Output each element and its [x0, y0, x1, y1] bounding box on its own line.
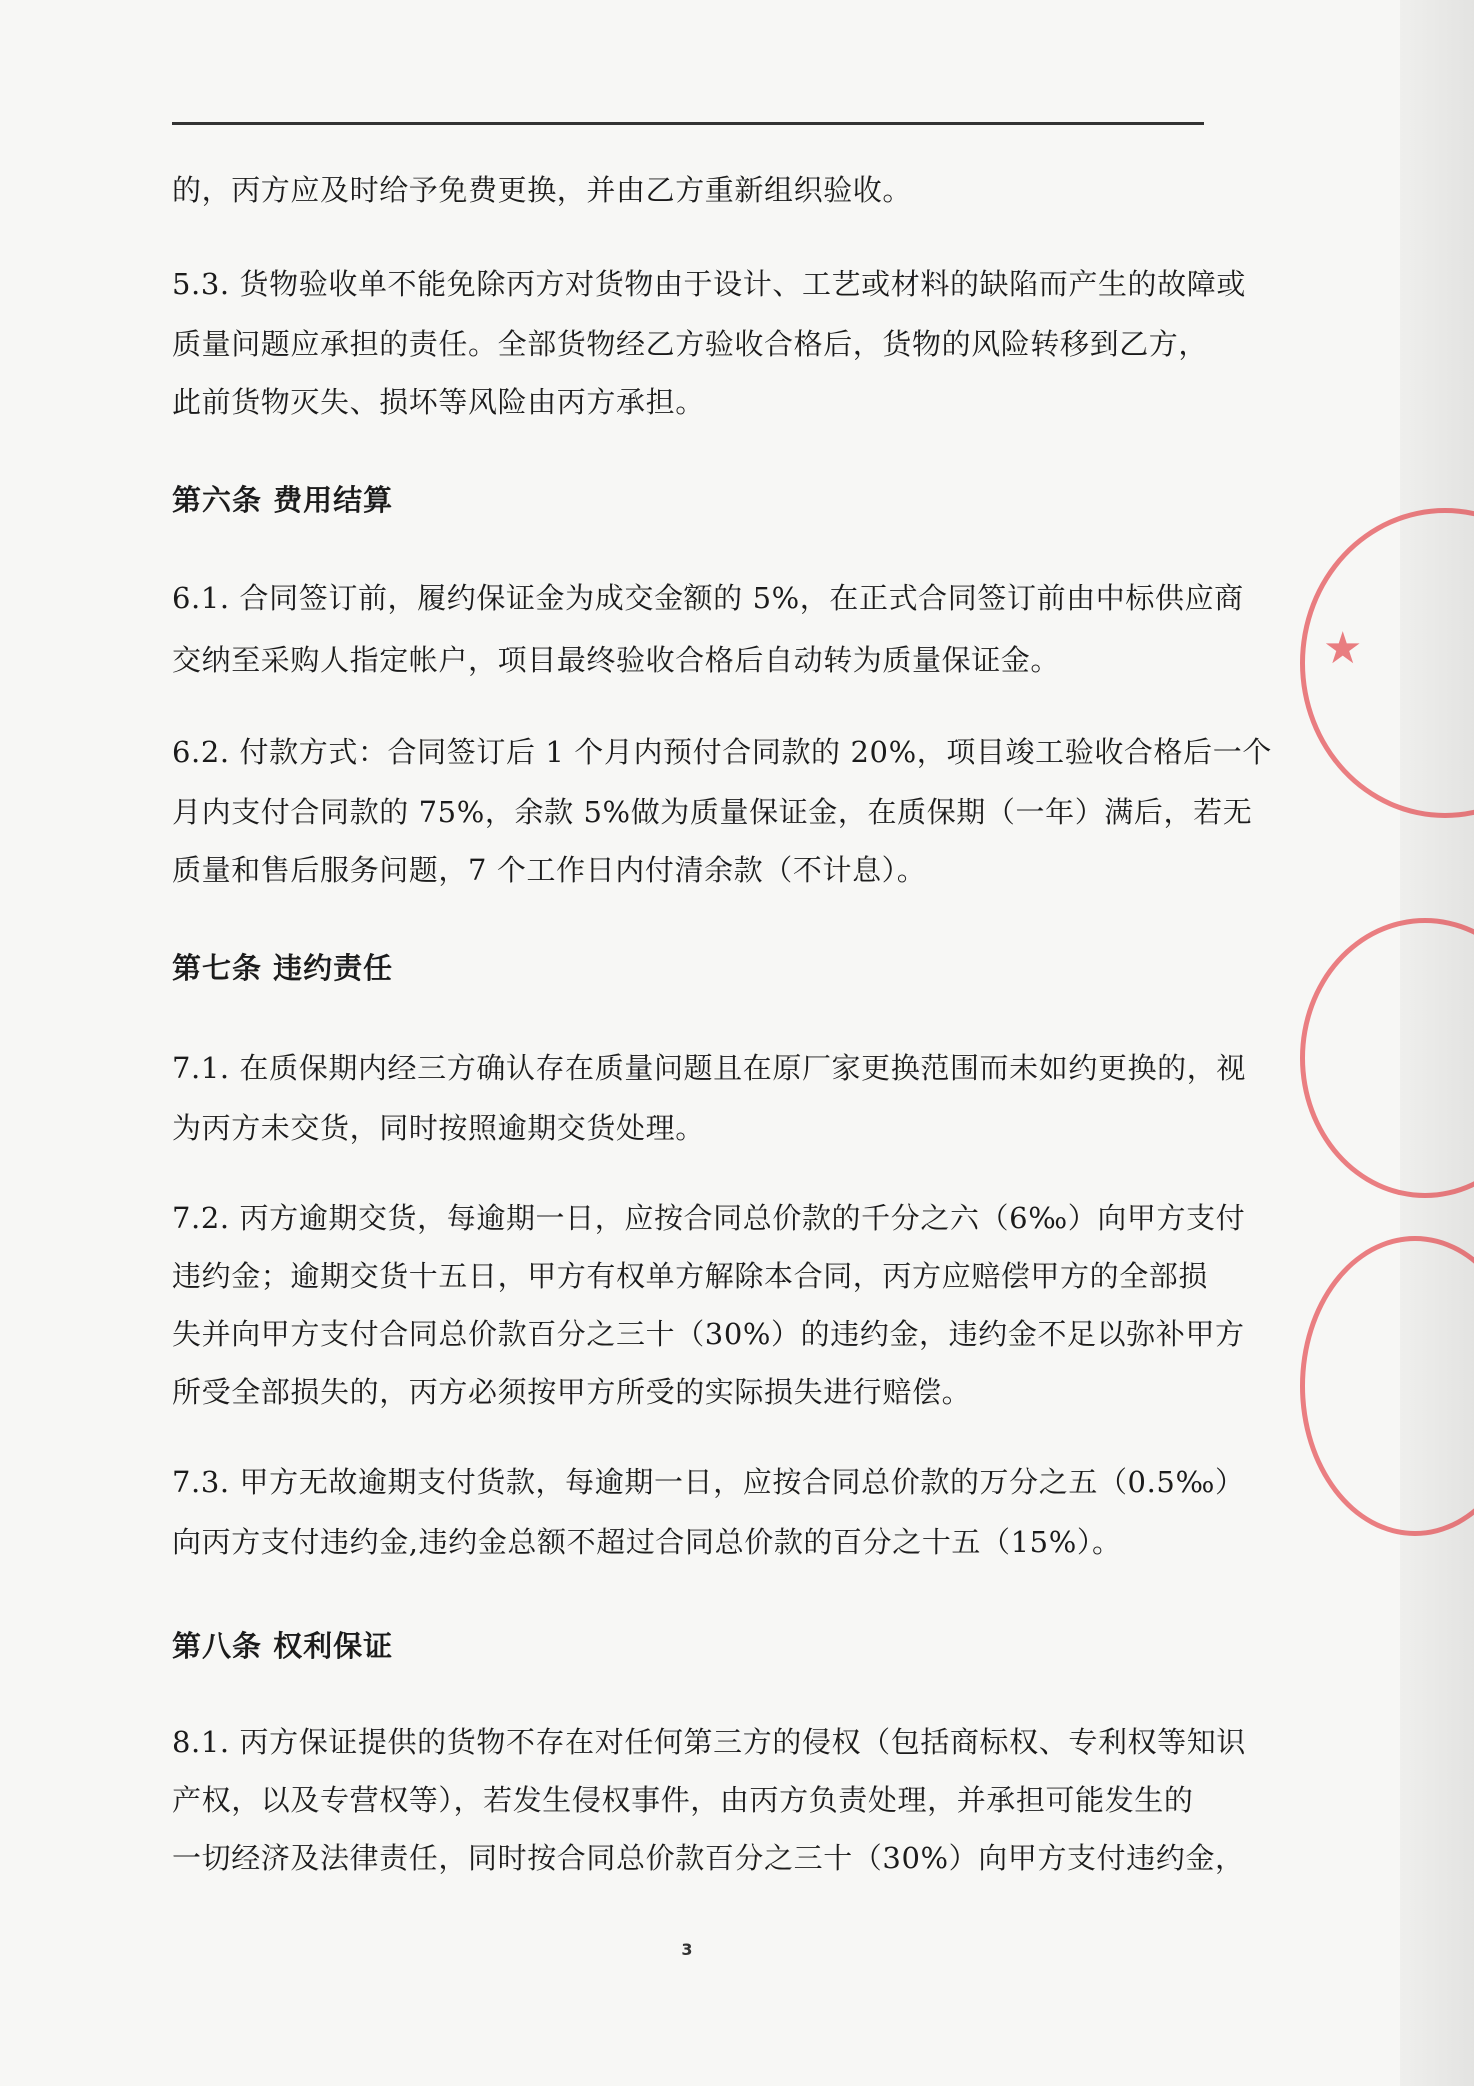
red-seal-stamp-1: [1300, 508, 1474, 818]
clause-5-3-line-3: 此前货物灭失、损坏等风险由丙方承担。: [172, 385, 705, 419]
header-rule: [172, 122, 1204, 125]
clause-6-1-line-2: 交纳至采购人指定帐户，项目最终验收合格后自动转为质量保证金。: [172, 643, 1061, 677]
article-8-heading: 第八条 权利保证: [172, 1629, 394, 1663]
red-seal-stamp-2: [1300, 918, 1474, 1198]
article-7-heading: 第七条 违约责任: [172, 951, 394, 985]
page-number: 3: [681, 1940, 693, 1959]
clause-8-1-line-2: 产权，以及专营权等），若发生侵权事件，由丙方负责处理，并承担可能发生的: [172, 1783, 1194, 1817]
seal-star-icon: ★: [1323, 623, 1363, 674]
clause-7-1-line-2: 为丙方未交货，同时按照逾期交货处理。: [172, 1111, 705, 1145]
continuation-line: 的，丙方应及时给予免费更换，并由乙方重新组织验收。: [172, 173, 913, 207]
red-seal-stamp-3: [1300, 1236, 1474, 1536]
clause-6-1-line-1: 6.1. 合同签订前，履约保证金为成交金额的 5%，在正式合同签订前由中标供应商: [172, 581, 1244, 615]
clause-7-2-line-1: 7.2. 丙方逾期交货，每逾期一日，应按合同总价款的千分之六（6‰）向甲方支付: [172, 1201, 1246, 1235]
clause-6-2-line-1: 6.2. 付款方式：合同签订后 1 个月内预付合同款的 20%，项目竣工验收合格后一个: [172, 735, 1272, 769]
clause-7-3-line-1: 7.3. 甲方无故逾期支付货款，每逾期一日，应按合同总价款的万分之五（0.5‰）: [172, 1465, 1245, 1499]
clause-7-2-line-3: 失并向甲方支付合同总价款百分之三十（30%）的违约金，违约金不足以弥补甲方: [172, 1317, 1245, 1351]
clause-8-1-line-3: 一切经济及法律责任，同时按合同总价款百分之三十（30%）向甲方支付违约金，: [172, 1841, 1245, 1875]
clause-7-2-line-2: 违约金；逾期交货十五日，甲方有权单方解除本合同，丙方应赔偿甲方的全部损: [172, 1259, 1209, 1293]
clause-6-2-line-3: 质量和售后服务问题，7 个工作日内付清余款（不计息）。: [172, 853, 927, 887]
clause-5-3-line-2: 质量问题应承担的责任。全部货物经乙方验收合格后，货物的风险转移到乙方，: [172, 327, 1209, 361]
clause-7-1-line-1: 7.1. 在质保期内经三方确认存在质量问题且在原厂家更换范围而未如约更换的，视: [172, 1051, 1246, 1085]
clause-8-1-line-1: 8.1. 丙方保证提供的货物不存在对任何第三方的侵权（包括商标权、专利权等知识: [172, 1725, 1246, 1759]
clause-5-3-line-1: 5.3. 货物验收单不能免除丙方对货物由于设计、工艺或材料的缺陷而产生的故障或: [172, 267, 1246, 301]
article-6-heading: 第六条 费用结算: [172, 483, 394, 517]
clause-7-2-line-4: 所受全部损失的，丙方必须按甲方所受的实际损失进行赔偿。: [172, 1375, 972, 1409]
clause-6-2-line-2: 月内支付合同款的 75%，余款 5%做为质量保证金，在质保期（一年）满后，若无: [172, 795, 1253, 829]
clause-7-3-line-2: 向丙方支付违约金,违约金总额不超过合同总价款的百分之十五（15%）。: [172, 1525, 1122, 1559]
